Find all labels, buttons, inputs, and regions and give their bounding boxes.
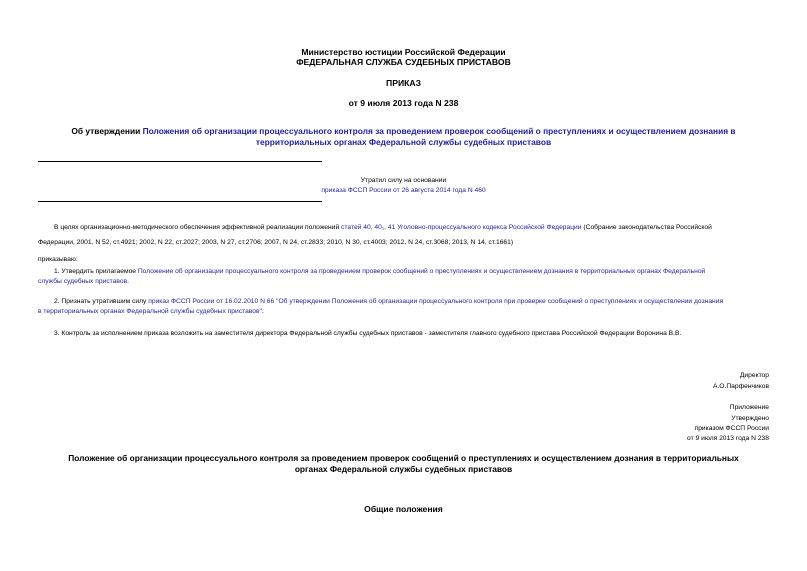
item2-link-cont[interactable]: в территориальных органах Федеральной службы судебных приставов" <box>38 308 262 315</box>
appendix-date: от 9 июля 2013 года N 238 <box>687 435 769 442</box>
title-prefix: Об утверждении <box>71 126 143 136</box>
title-link-line1[interactable]: Положения об организации процессуального контроля за проведением проверок сообщений о преступлениях и осуществлением дознания в <box>142 126 736 136</box>
item2-prefix: 2. Признать утратившим силу <box>54 298 149 305</box>
regulation-title-line2: органах Федеральной службы судебных приставов <box>294 464 513 474</box>
preamble-text: В целях организационно-методического обеспечения эффективной реализации положений <box>54 224 342 231</box>
document-title <box>40 126 767 148</box>
service-name: ФЕДЕРАЛЬНАЯ СЛУЖБА СУДЕБНЫХ ПРИСТАВОВ <box>296 57 511 67</box>
title-link-line2[interactable]: территориальных органах Федеральной службы судебных приставов <box>255 137 552 147</box>
item2-suffix: . <box>261 308 264 315</box>
signature-position: Директор <box>739 372 769 379</box>
item1-suffix: . <box>127 278 129 285</box>
preamble-line1 <box>38 220 773 235</box>
appendix-by-order: приказом ФССП России <box>694 425 769 432</box>
divider-top <box>38 161 322 162</box>
item1-prefix: 1. Утвердить прилагаемое <box>54 268 138 275</box>
regulation-title-line1: Положение об организации процессуального контроля за проведением проверок сообщений о преступлениях и осуществлением дознания в территориальных <box>68 453 739 463</box>
order-item-3: 3. Контроль за исполнением приказа возложить на заместителя директора Федеральной службы судебных приставов - заместителя главного судебного пристава Российской Федерации Воронина В.В. <box>54 330 682 337</box>
orders-word: приказываю: <box>38 256 78 263</box>
regulation-title <box>30 453 777 475</box>
preamble <box>38 220 773 250</box>
document-type: ПРИКАЗ <box>386 78 421 88</box>
appendix-approved: Утверждено <box>731 415 769 422</box>
preamble-link[interactable]: статей 40, 40₁, 41 Уголовно-процессуального кодекса Российской Федерации <box>341 224 582 231</box>
ministry-name: Министерство юстиции Российской Федерации <box>301 47 506 57</box>
preamble-line2: Федерации, 2001, N 52, ст.4921; 2002, N 22, ст.2027; 2003, N 27, ст.2706; 2007, N 24, ст.2833; 2010, N 30, ст.4003; 2012, N 24, ст.3068; 2013, N 14, ст.1661) <box>38 239 514 246</box>
appendix-label: Приложение <box>729 404 769 411</box>
status-text: Утратил силу на основании <box>360 177 447 184</box>
order-item-1 <box>38 267 773 287</box>
document-date-number: от 9 июля 2013 года N 238 <box>348 98 459 108</box>
item2-link[interactable]: приказ ФССП России от 16.02.2010 N 66 "Об утверждении Положения об организации процессуального контроля при проверке сообщений о преступлениях и осуществлении дознания <box>148 298 724 305</box>
item1-link-cont[interactable]: службы судебных приставов <box>38 278 128 285</box>
order-item-2 <box>38 297 773 317</box>
status-link[interactable]: приказа ФССП России от 26 августа 2014 года N 460 <box>321 187 486 194</box>
section-heading: Общие положения <box>364 504 443 514</box>
signature-name: А.О.Парфенчиков <box>712 383 769 390</box>
preamble-suffix: (Собрание законодательства Российской <box>581 224 712 231</box>
divider-bottom <box>38 201 322 202</box>
item1-link[interactable]: Положение об организации процессуального контроля за проведением проверок сообщений о преступлениях и осуществлением дознания в территориальных органах Федеральной <box>137 268 706 275</box>
